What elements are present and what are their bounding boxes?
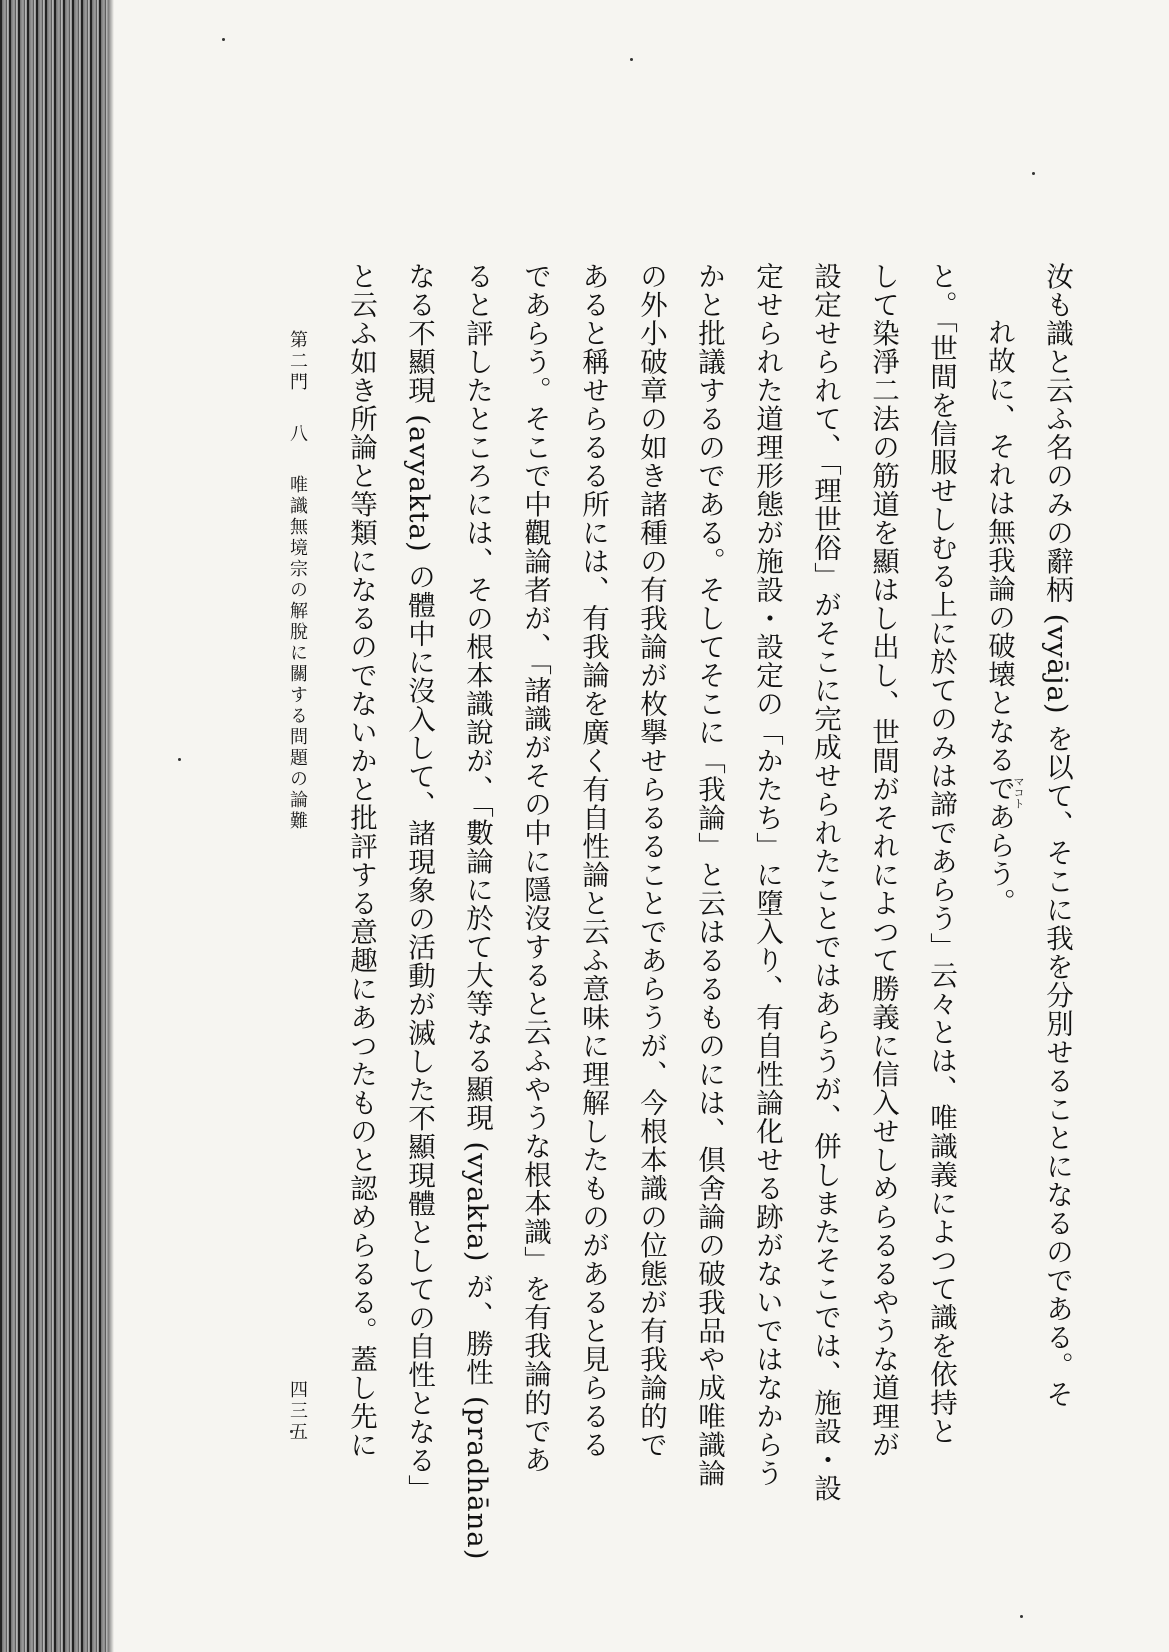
text-line: 汝も識と云ふ名のみの辭柄 (vyāja) を以て、そこに我を分別せることになるのである。そ <box>1041 262 1073 1409</box>
running-footer <box>282 330 312 1150</box>
body-text <box>326 262 1086 1561</box>
paper-speck <box>178 758 181 761</box>
paper-speck <box>1020 1615 1023 1618</box>
text-line: の外小破章の如き諸種の有我論が枚擧せらるることであらうが、今根本識の位態が有我論的で <box>635 262 667 1459</box>
footer-chapter: 八 <box>287 423 308 445</box>
page-number: 四三五 <box>287 1380 308 1443</box>
footer-part: 第二門 <box>287 330 308 393</box>
text-line: かと批議するのである。そしてそこに「我論」と云はるるものには、倶舍論の破我品や成唯識論 <box>693 262 725 1488</box>
text-line: と云ふ如き所論と等類になるのでないかと批評する意趣にあつたものと認めらるる。蓋し先に <box>345 262 377 1459</box>
gutter-shadow <box>108 0 114 1652</box>
text-line: ると評したところには、その根本識說が、「數論に於て大等なる顯現 (vyakta) が、勝性 (pradhāna) <box>461 262 493 1561</box>
text-line: れ故に、それは無我論の破壊となるであらう。 <box>983 318 1015 917</box>
text-line: あると稱せらるる所には、有我論を廣く有自性論と云ふ意味に理解したものがあると見らるる <box>577 262 609 1459</box>
text-line: 定せられた道理形態が施設・設定の「かたち」に墮入り、有自性論化せる跡がないではなからう <box>751 262 783 1488</box>
text-line: であらう。そこで中觀論者が、「諸識がその中に隱沒すると云ふやうな根本識」を有我論的であ <box>519 262 551 1474</box>
ruby-annotation: マコト <box>1012 776 1025 809</box>
paper-speck <box>222 38 225 41</box>
paper-speck <box>630 58 633 61</box>
text-line: と。「世間を信服せしむる上に於てのみは諦であらう」云々とは、唯識義によつて識を依持と <box>925 262 957 1446</box>
text-line: して染淨二法の筋道を顯はし出し、世間がそれによつて勝義に信入せしめらるるやうな道理が <box>867 262 899 1459</box>
book-gutter <box>0 0 112 1652</box>
paper-speck <box>1032 172 1035 175</box>
text-line: なる不顯現 (avyakta) の體中に沒入して、諸現象の活動が滅した不顯現體としての自性となる」 <box>403 262 435 1503</box>
text-line: 設定せられて、「理世俗」がそこに完成せられたことではあらうが、併しまたそこでは、施設・設 <box>809 262 841 1503</box>
footer-title: 唯識無境宗の解脫に關する問題の論難 <box>287 475 308 833</box>
